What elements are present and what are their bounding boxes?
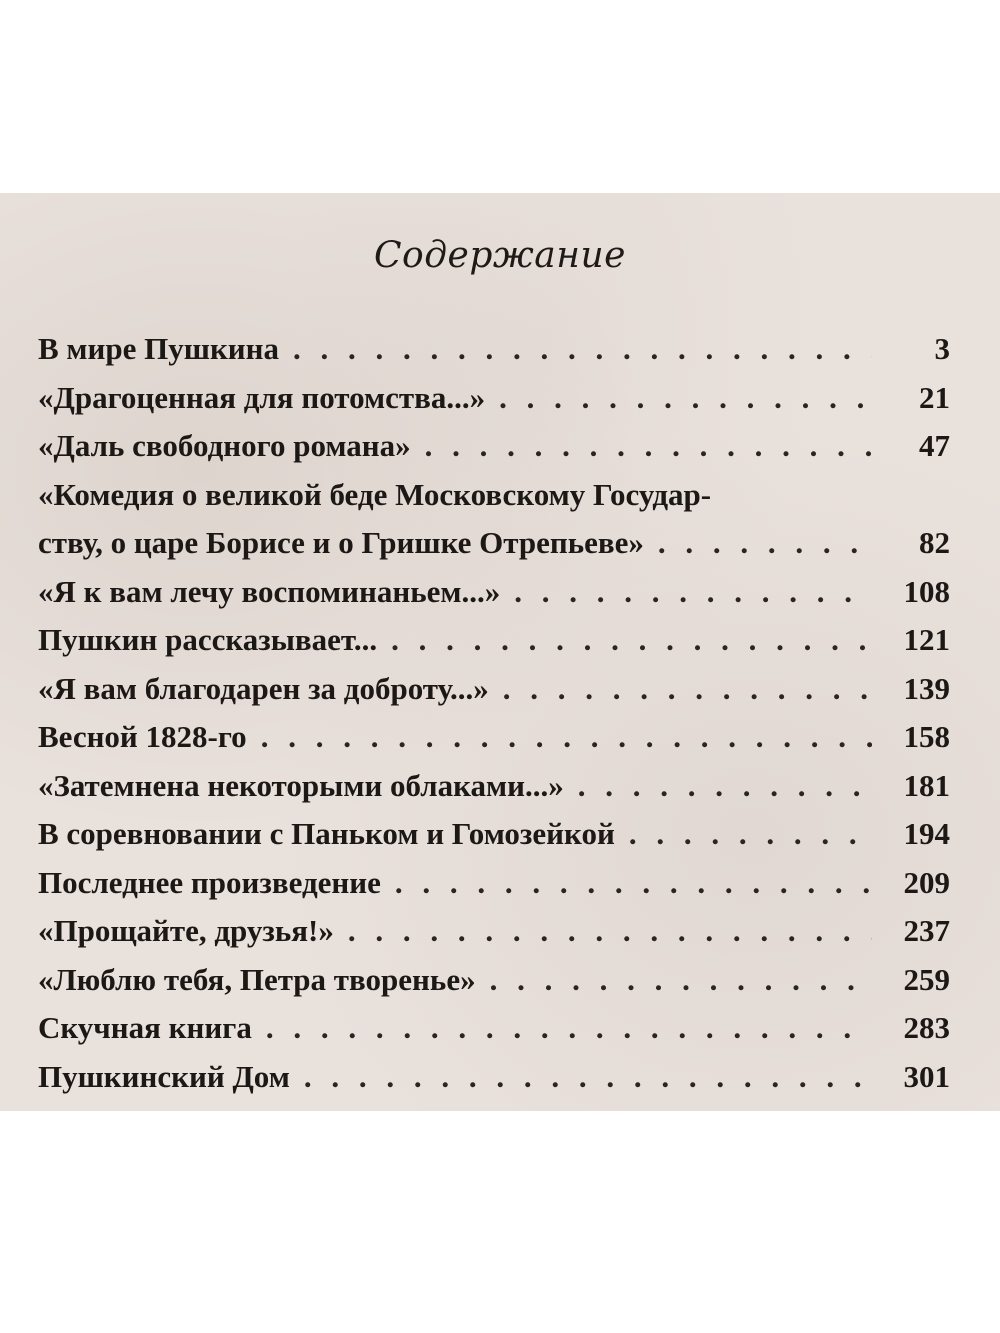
toc-entry — [38, 325, 950, 374]
dot-leader — [490, 956, 872, 1005]
toc-entry-title: «Прощайте, друзья!» — [38, 913, 334, 948]
dot-leader — [578, 762, 872, 811]
toc-entry-page: 108 — [903, 573, 950, 609]
toc-entry — [38, 810, 950, 859]
dot-leader — [514, 568, 872, 617]
toc-entry-page: 158 — [903, 719, 950, 754]
toc-entry-page: 237 — [903, 913, 950, 948]
toc-entry-page: 82 — [919, 525, 950, 560]
dot-leader — [629, 810, 872, 859]
toc-entry — [38, 471, 950, 568]
toc-entry-title: Последнее произведение — [38, 864, 381, 900]
toc-entry-title: Скучная книга — [38, 1010, 252, 1045]
toc-entry-title: «Я вам благодарен за доброту...» — [38, 670, 489, 706]
toc-entry — [38, 859, 950, 908]
toc-entry-page: 121 — [903, 622, 950, 657]
toc-entry-title: «Драгоценная для потомства...» — [38, 379, 486, 415]
toc-entry-page: 283 — [903, 1010, 950, 1045]
toc-entry-page: 301 — [903, 1058, 950, 1094]
toc-entry-title: В мире Пушкина — [38, 331, 280, 366]
toc-entry — [38, 713, 950, 762]
toc-entry-title: Пушкин рассказывает... — [38, 622, 378, 657]
toc-entry-page: 259 — [903, 961, 950, 997]
toc-entry-page: 194 — [903, 816, 950, 851]
toc-entry — [38, 665, 950, 714]
toc-entry — [38, 1053, 950, 1102]
toc-entry — [38, 422, 950, 471]
toc-entry-title: Пушкинский Дом — [38, 1058, 290, 1094]
dot-leader — [503, 665, 872, 714]
toc-entry-page: 21 — [919, 379, 950, 415]
dot-leader — [348, 907, 872, 956]
dot-leader — [425, 422, 872, 471]
dot-leader — [658, 519, 872, 568]
toc-entry — [38, 762, 950, 811]
dot-leader — [266, 1004, 872, 1053]
toc-entry — [38, 956, 950, 1005]
toc-entry — [38, 374, 950, 423]
toc-entry — [38, 568, 950, 617]
dot-leader — [391, 616, 872, 665]
toc-entry-title-line1: «Комедия о великой беде Московскому Государ- — [38, 476, 712, 512]
dot-leader — [499, 374, 872, 423]
dot-leader — [293, 325, 872, 374]
toc-entry-page: 47 — [919, 428, 950, 463]
toc-entry-title: «Я к вам лечу воспоминаньем...» — [38, 573, 501, 609]
toc-entry-page: 139 — [903, 670, 950, 706]
dot-leader — [395, 859, 872, 908]
table-of-contents — [38, 325, 950, 1101]
toc-entry-title: «Даль свободного романа» — [38, 428, 411, 463]
dot-leader — [304, 1053, 872, 1102]
book-page — [0, 193, 1000, 1111]
toc-entry-page: 209 — [903, 864, 950, 900]
toc-entry — [38, 907, 950, 956]
toc-entry — [38, 1004, 950, 1053]
toc-entry-title-line2: ству, о царе Борисе и о Гришке Отрепьеве» — [38, 525, 644, 560]
toc-entry — [38, 616, 950, 665]
dot-leader — [261, 713, 872, 762]
page-title: Содержание — [374, 235, 626, 276]
toc-entry-page: 3 — [934, 331, 950, 366]
toc-entry-page: 181 — [903, 767, 950, 803]
toc-entry-title: Весной 1828-го — [38, 719, 247, 754]
toc-entry-title: «Затемнена некоторыми облаками...» — [38, 767, 564, 803]
toc-entry-title: В соревновании с Паньком и Гомозейкой — [38, 816, 615, 851]
toc-entry-title: «Люблю тебя, Петра творенье» — [38, 961, 476, 997]
